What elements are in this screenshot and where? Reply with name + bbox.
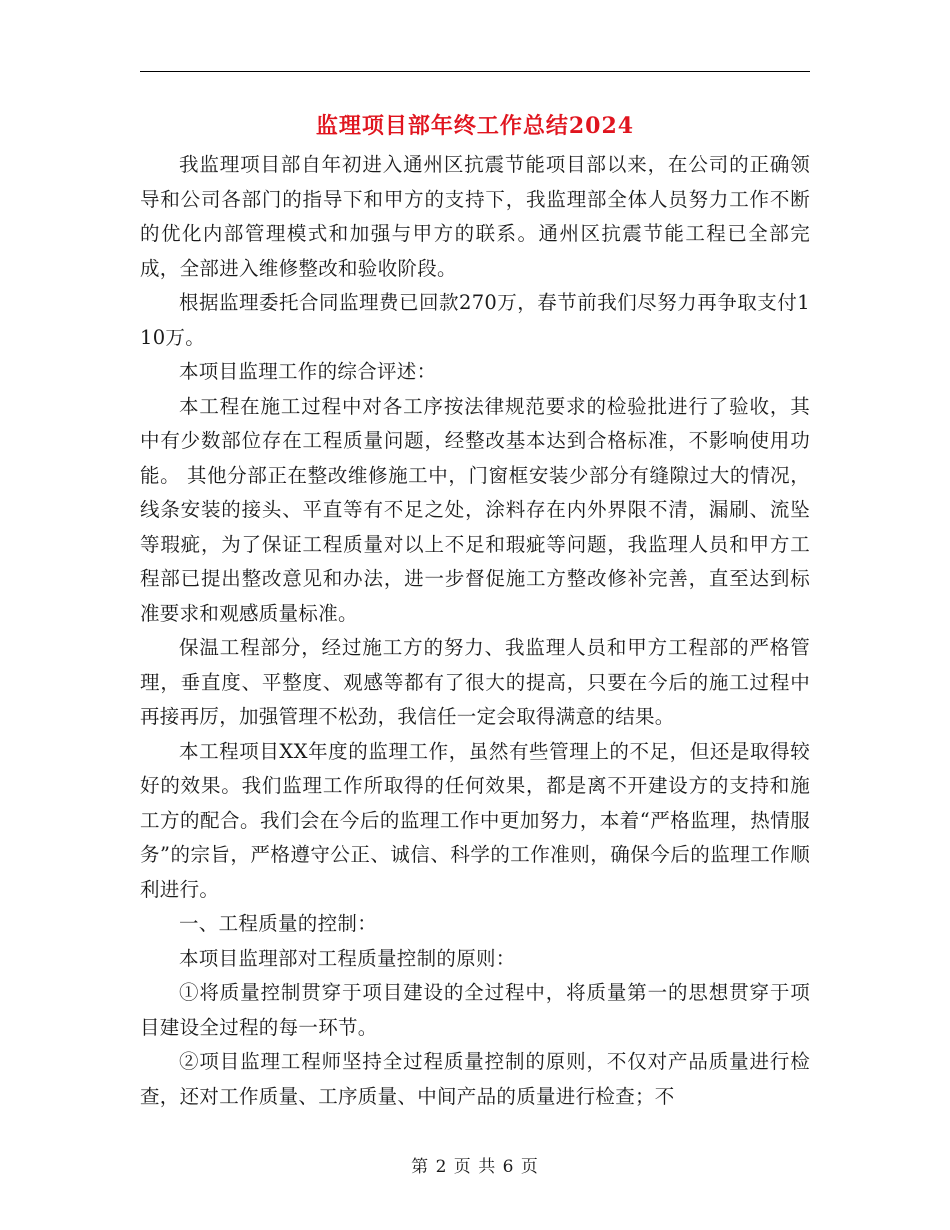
paragraph-inspection: 本工程在施工过程中对各工序按法律规范要求的检验批进行了验收，其中有少数部位存在工程质量问题，经整改基本达到合格标准，不影响使用功能。 其他分部正在整改维修施工中，门窗框安装少部分有缝隙过大的情况，线条安装的接头、平直等有不足之处，涂料存在内外界限不清，漏刷、流坠等瑕疵，为了保证工程质量对以上不足和瑕疵等问题，我监理人员和甲方工程部已提出整改意见和办法，进一步督促施工方整改修补完善，直至达到标准要求和观感质量标准。 [140,394,810,625]
paragraph-intro: 我监理项目部自年初进入通州区抗震节能项目部以来，在公司的正确领导和公司各部门的指导下和甲方的支持下，我监理部全体人员努力工作不断的优化内部管理模式和加强与甲方的联系。通州区抗震节能工程已全部完成，全部进入维修整改和验收阶段。 [140,153,810,280]
page-number-label: 第 2 页 共 6 页 [411,1157,539,1177]
document-body [140,148,810,1114]
list-item-principle-1: ①将质量控制贯穿于项目建设的全过程中，将质量第一的思想贯穿于项目建设全过程的每一环节。 [140,981,810,1039]
paragraph-fees: 根据监理委托合同监理费已回款270万，春节前我们尽努力再争取支付110万。 [140,291,810,349]
list-item-principle-2: ②项目监理工程师坚持全过程质量控制的原则，不仅对产品质量进行检查，还对工作质量、工序质量、中间产品的质量进行检查；不 [140,1050,810,1108]
header-rule [140,71,810,72]
paragraph-principles-heading: 本项目监理部对工程质量控制的原则： [179,946,516,970]
paragraph-annual-summary: 本工程项目XX年度的监理工作，虽然有些管理上的不足，但还是取得较好的效果。我们监理工作所取得的任何效果，都是离不开建设方的支持和施工方的配合。我们会在今后的监理工作中更加努力，本着“严格监理，热情服务”的宗旨，严格遵守公正、诚信、科学的工作准则，确保今后的监理工作顺利进行。 [140,739,810,901]
paragraph-insulation: 保温工程部分，经过施工方的努力、我监理人员和甲方工程部的严格管理，垂直度、平整度、观感等都有了很大的提高，只要在今后的施工过程中再接再厉，加强管理不松劲，我信任一定会取得满意的结果。 [140,636,810,728]
paragraph-review-heading: 本项目监理工作的综合评述： [179,360,437,383]
document-title: 监理项目部年终工作总结2024 [315,113,635,139]
section-heading-quality-control: 一、工程质量的控制： [179,912,378,935]
page-footer [0,1152,950,1177]
